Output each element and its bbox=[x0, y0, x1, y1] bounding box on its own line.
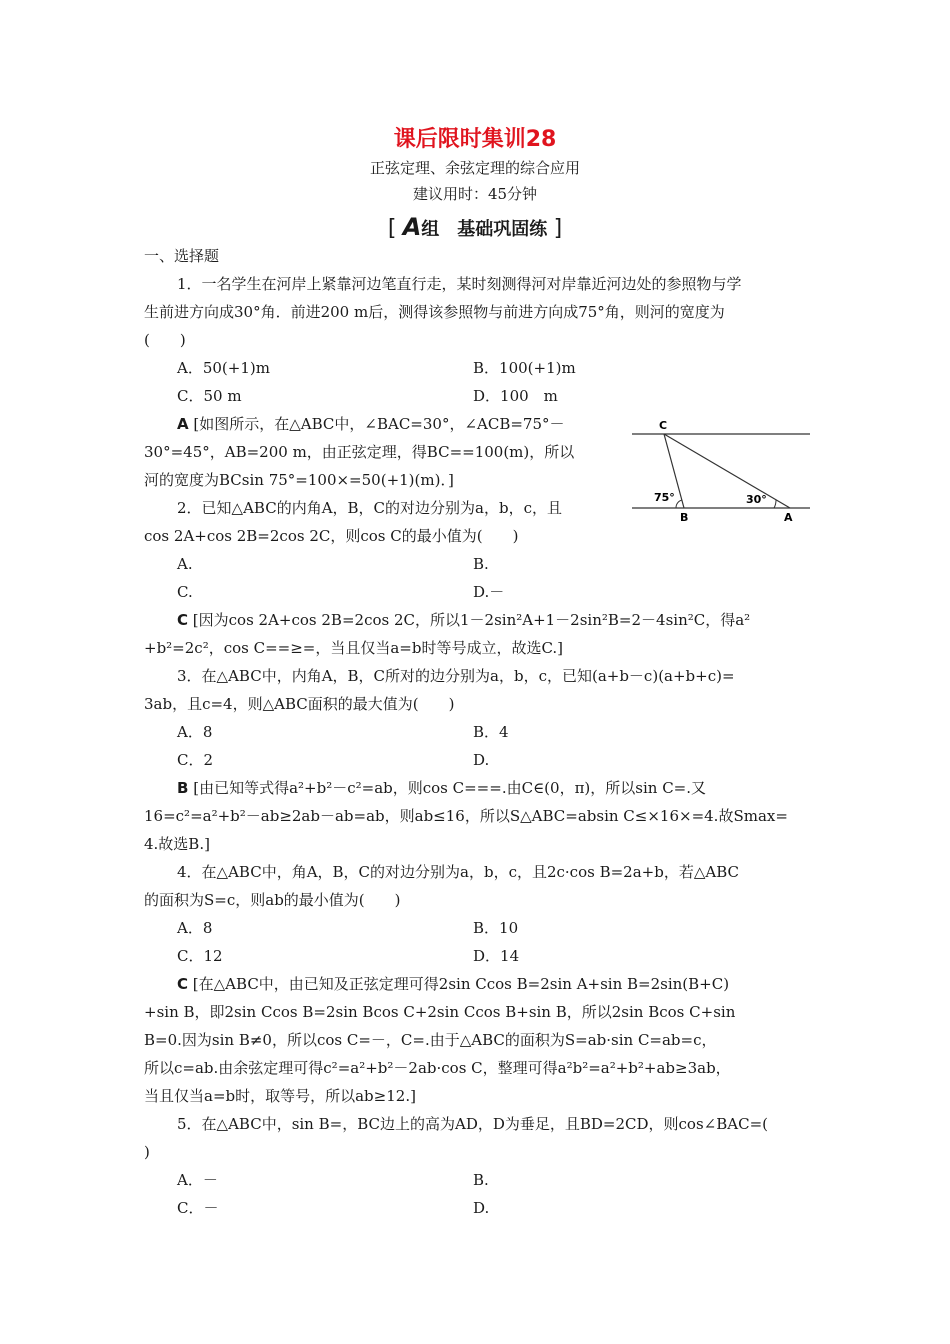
q5-option-b: B. bbox=[473, 1171, 489, 1189]
group-left-bracket: [ bbox=[387, 216, 397, 241]
q5-option-c: C．－ bbox=[177, 1199, 219, 1217]
q3-line1: 3．在△ABC中，内角A，B，C所对的边分别为a，b，c，已知(a+b－c)(a+b+c)= bbox=[177, 667, 735, 685]
group-heading bbox=[0, 213, 950, 241]
q3-answer-letter: B bbox=[177, 779, 189, 797]
q2-solution-line1 bbox=[177, 610, 750, 630]
q1-sol1-text: [如图所示，在△ABC中，∠BAC=30°，∠ACB=75°－ bbox=[193, 415, 565, 433]
q3-option-b: B．4 bbox=[473, 723, 509, 741]
q4-option-a: A．8 bbox=[177, 919, 213, 937]
q4-option-c: C．12 bbox=[177, 947, 223, 965]
q4-answer-letter: C bbox=[177, 975, 189, 993]
q4-line1: 4．在△ABC中，角A，B，C的对边分别为a，b，c，且2c·cos B=2a+b，若△ABC bbox=[177, 863, 739, 881]
q4-solution-line4: 所以c=ab.由余弦定理可得c²=a²+b²－2ab·cos C，整理可得a²b²=a²+b²+ab≥3ab， bbox=[144, 1059, 731, 1077]
q1-option-d: D．100 m bbox=[473, 387, 558, 405]
q4-line2: 的面积为S=c，则ab的最小值为( ) bbox=[144, 891, 401, 909]
label-b: B bbox=[680, 511, 689, 524]
q4-option-b: B．10 bbox=[473, 919, 519, 937]
q1-answer-letter: A bbox=[177, 415, 189, 433]
q2-option-c: C. bbox=[177, 583, 193, 601]
q1-option-b: B．100(+1)m bbox=[473, 359, 576, 377]
segment-ca bbox=[664, 434, 790, 508]
q1-line3: ( ) bbox=[144, 331, 186, 349]
q2-answer-letter: C bbox=[177, 611, 189, 629]
q3-option-a: A．8 bbox=[177, 723, 213, 741]
river-triangle-figure bbox=[632, 417, 812, 527]
angle-b-arc bbox=[676, 500, 682, 508]
angle-a-arc bbox=[774, 500, 776, 508]
q2-solution-line2: +b²=2c²，cos C==≥=，当且仅当a=b时等号成立，故选C.] bbox=[144, 639, 564, 657]
group-letter: A bbox=[402, 213, 422, 241]
q4-solution-line2: +sin B，即2sin Ccos B=2sin Bcos C+2sin Ccos B+sin B，所以2sin Bcos C+sin bbox=[144, 1003, 736, 1021]
label-c: C bbox=[659, 419, 668, 432]
label-a: A bbox=[784, 511, 793, 524]
page-title: 课后限时集训28 bbox=[393, 127, 557, 152]
q3-solution-line2: 16=c²=a²+b²－ab≥2ab－ab=ab，则ab≤16，所以S△ABC=absin C≤×16×=4.故Smax= bbox=[144, 807, 788, 825]
q2-line1: 2．已知△ABC的内角A，B，C的对边分别为a，b，c，且 bbox=[177, 499, 562, 517]
q4-solution-line1 bbox=[177, 974, 729, 994]
q3-line2: 3ab，且c=4，则△ABC面积的最大值为( ) bbox=[144, 695, 455, 713]
q1-option-c: C．50 m bbox=[177, 387, 242, 405]
q5-option-d: D. bbox=[473, 1199, 490, 1217]
angle-b-label: 75° bbox=[654, 491, 675, 504]
topic-subtitle: 正弦定理、余弦定理的综合应用 bbox=[369, 159, 580, 177]
q1-line2: 生前进方向成30°角．前进200 m后，测得该参照物与前进方向成75°角，则河的宽度为 bbox=[144, 303, 725, 321]
q1-line1: 1．一名学生在河岸上紧靠河边笔直行走，某时刻测得河对岸靠近河边处的参照物与学 bbox=[177, 275, 742, 293]
q5-option-a: A．－ bbox=[177, 1171, 218, 1189]
time-hint: 建议用时：45分钟 bbox=[412, 185, 538, 203]
q4-sol1-text: [在△ABC中，由已知及正弦定理可得2sin Ccos B=2sin A+sin B=2sin(B+C) bbox=[192, 975, 730, 993]
q1-solution-line2: 30°=45°，AB=200 m，由正弦定理，得BC==100(m)，所以 bbox=[144, 443, 575, 461]
q2-option-b: B. bbox=[473, 555, 489, 573]
q3-sol1-text: [由已知等式得a²+b²－c²=ab，则cos C===.由C∈(0，π)，所以sin C=.又 bbox=[193, 779, 707, 797]
q2-line2: cos 2A+cos 2B=2cos 2C，则cos C的最小值为( ) bbox=[144, 527, 519, 545]
q1-solution-line3: 河的宽度为BCsin 75°=100×=50(+1)(m)．] bbox=[144, 471, 454, 489]
q2-option-a: A. bbox=[177, 555, 193, 573]
q3-option-c: C．2 bbox=[177, 751, 214, 769]
q5-line2: ) bbox=[144, 1143, 150, 1161]
q4-option-d: D．14 bbox=[473, 947, 520, 965]
q1-option-a: A．50(+1)m bbox=[177, 359, 270, 377]
q3-option-d: D. bbox=[473, 751, 490, 769]
group-label: 组 基础巩固练 bbox=[421, 219, 548, 240]
q4-solution-line3: B=0.因为sin B≠0，所以cos C=－，C=.由于△ABC的面积为S=ab·sin C=ab=c， bbox=[144, 1031, 717, 1049]
group-right-bracket: ] bbox=[553, 216, 563, 241]
q5-line1: 5．在△ABC中，sin B=，BC边上的高为AD，D为垂足，且BD=2CD，则cos∠BAC=( bbox=[177, 1115, 768, 1133]
section-heading: 一、选择题 bbox=[144, 247, 220, 265]
q1-solution-line1 bbox=[177, 414, 565, 434]
q3-solution-line3: 4.故选B.] bbox=[144, 835, 210, 853]
angle-a-label: 30° bbox=[746, 493, 767, 506]
q4-solution-line5: 当且仅当a=b时，取等号，所以ab≥12.] bbox=[144, 1087, 416, 1105]
q2-sol1-text: [因为cos 2A+cos 2B=2cos 2C，所以1－2sin²A+1－2sin²B=2－4sin²C，得a² bbox=[192, 611, 751, 629]
q3-solution-line1 bbox=[177, 778, 706, 798]
q2-option-d: D.－ bbox=[473, 583, 505, 601]
